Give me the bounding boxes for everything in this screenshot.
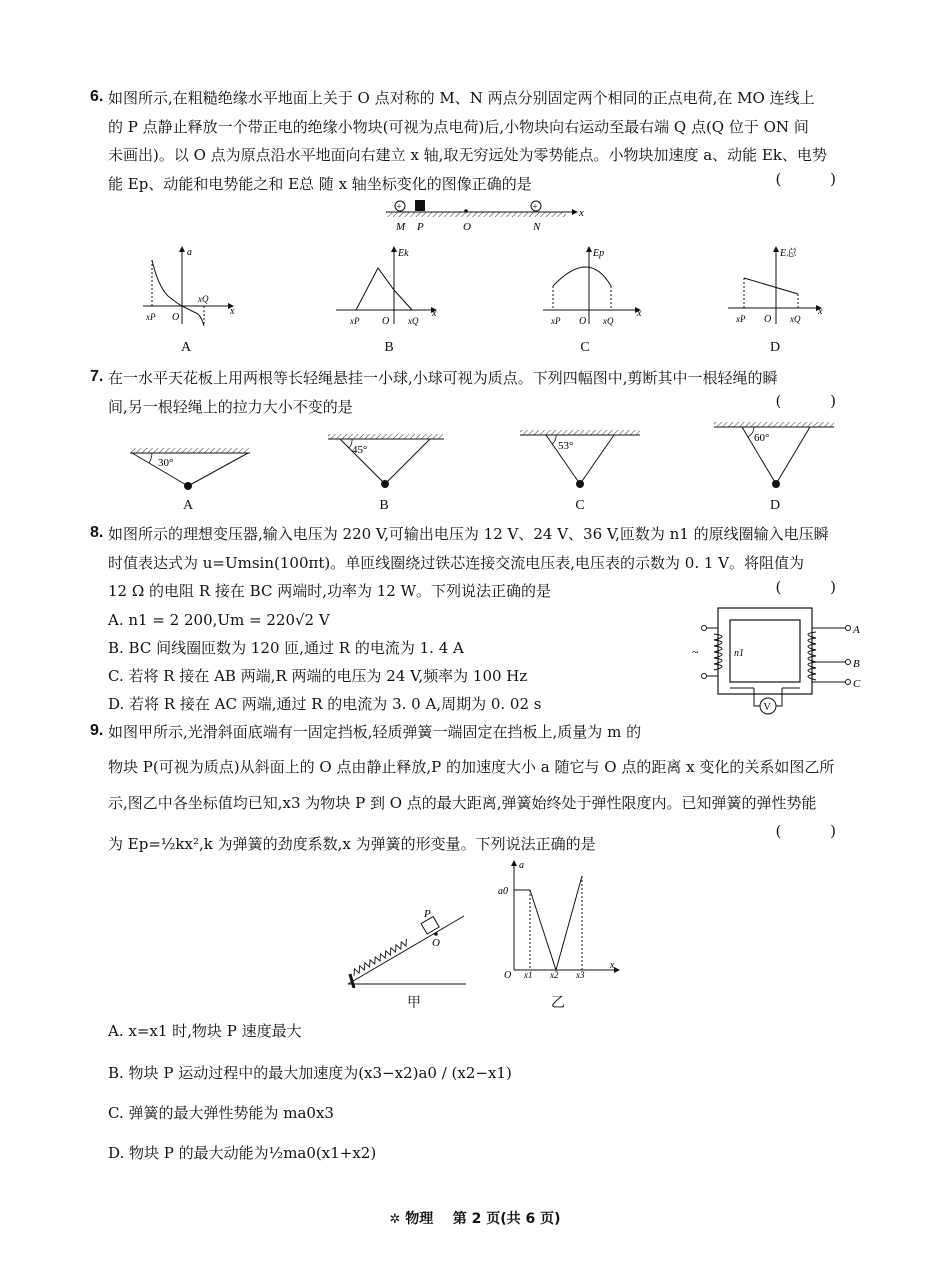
q7-line2: 间,另一根轻绳上的拉力大小不变的是 [108, 397, 353, 416]
svg-text:x: x [230, 306, 235, 317]
question-7-text [108, 364, 860, 421]
svg-text:xP: xP [350, 316, 360, 326]
q6-line4: 能 Ep、动能和电势能之和 E总 随 x 轴坐标变化的图像正确的是 [108, 174, 532, 193]
svg-text:O: O [764, 314, 772, 325]
q6-charge-diagram [380, 196, 590, 236]
svg-text:53°: 53° [558, 440, 574, 452]
q9-option-a: A. x=x1 时,物块 P 速度最大 [108, 1022, 302, 1040]
label-x: x [579, 207, 584, 219]
ball [184, 482, 192, 490]
label-m: M [396, 221, 406, 233]
footer-page: 第 2 页(共 6 页) [452, 1211, 561, 1227]
q8-line3: 12 Ω 的电阻 R 接在 BC 两端时,功率为 12 W。下列说法正确的是 [108, 582, 552, 600]
svg-text:60°: 60° [754, 432, 770, 444]
question-8-number: 8. [90, 524, 104, 541]
logo-icon: ✲ [389, 1212, 401, 1227]
svg-text:O: O [432, 937, 440, 949]
svg-text:O: O [172, 312, 180, 323]
svg-text:+: + [532, 201, 538, 212]
svg-text:xQ: xQ [603, 316, 614, 326]
svg-text:~: ~ [692, 645, 699, 659]
q9-acceleration-graph [496, 860, 626, 980]
q7-option-d-label: D [769, 498, 781, 513]
q6-graph-b [336, 246, 441, 331]
svg-text:x: x [432, 308, 437, 319]
svg-text:P: P [424, 908, 431, 920]
x-axis-arrow [572, 209, 578, 215]
svg-text:x: x [637, 308, 642, 319]
q9-line4: 为 Ep=½kx²,k 为弹簧的劲度系数,x 为弹簧的形变量。下列说法正确的是 [108, 834, 596, 853]
svg-text:O: O [504, 970, 512, 980]
svg-text:B: B [853, 658, 860, 670]
q8-option-c: C. 若将 R 接在 AB 两端,R 两端的电压为 24 V,频率为 100 Hz [108, 667, 528, 685]
svg-text:xP: xP [146, 312, 156, 322]
q9-line1: 如图甲所示,光滑斜面底端有一固定挡板,轻质弹簧一端固定在挡板上,质量为 m 的 [108, 723, 642, 741]
svg-text:x: x [610, 960, 615, 971]
question-9-number: 9. [90, 722, 104, 739]
svg-text:O: O [579, 316, 587, 327]
stopper-plate [350, 974, 354, 988]
svg-text:a0: a0 [498, 886, 508, 897]
q6-option-b-label: B [384, 340, 394, 355]
label-o: O [463, 221, 471, 233]
q7-figure-c [518, 428, 643, 496]
question-6-number: 6. [90, 88, 104, 105]
svg-text:x2: x2 [550, 970, 559, 980]
svg-text:Ek: Ek [398, 248, 409, 259]
svg-text:C: C [853, 678, 861, 690]
q6-answer-bracket: ( ) [775, 170, 858, 188]
q7-option-a-label: A [182, 498, 194, 513]
q9-figure-yi-caption: 乙 [551, 996, 565, 1011]
svg-text:xQ: xQ [790, 314, 801, 324]
footer-subject: 物理 [405, 1211, 434, 1227]
svg-text:xP: xP [736, 314, 746, 324]
q6-option-a-label: A [180, 340, 192, 355]
svg-text:30°: 30° [158, 457, 174, 469]
iron-core-outer [718, 608, 812, 694]
q6-graph-a [138, 246, 238, 331]
q8-answer-bracket: ( ) [775, 578, 858, 596]
svg-text:x1: x1 [524, 970, 533, 980]
svg-text:V: V [763, 702, 771, 713]
q7-line1: 在一水平天花板上用两根等长轻绳悬挂一小球,小球可视为质点。下列四幅图中,剪断其中一根轻绳的瞬 [108, 369, 778, 387]
svg-text:+: + [396, 201, 402, 212]
svg-text:n1: n1 [734, 648, 744, 659]
q7-answer-bracket: ( ) [775, 392, 858, 410]
svg-text:a: a [187, 247, 192, 258]
q9-option-d: D. 物块 P 的最大动能为½ma0(x1+x2) [108, 1144, 377, 1162]
q9-line2: 物块 P(可视为质点)从斜面上的 O 点由静止释放,P 的加速度大小 a 随它与 O 点的距离 x 变化的关系如图乙所 [108, 757, 835, 776]
svg-text:xP: xP [551, 316, 561, 326]
q9-option-b: B. 物块 P 运动过程中的最大加速度为(x3−x2)a0 / (x2−x1) [108, 1064, 512, 1082]
svg-text:E总: E总 [780, 248, 797, 259]
q7-figure-b [326, 432, 446, 496]
label-p: P [417, 221, 424, 233]
origin-dot [464, 209, 468, 213]
page-footer [0, 1208, 950, 1228]
q6-line1: 如图所示,在粗糙绝缘水平地面上关于 O 点对称的 M、N 两点分别固定两个相同的正点电荷,在 MO 连线上 [108, 89, 815, 107]
question-8-text [108, 520, 860, 606]
q9-figure-jia-caption: 甲 [407, 996, 421, 1011]
svg-text:a: a [519, 860, 524, 871]
q6-option-c-label: C [580, 340, 590, 355]
svg-text:x3: x3 [576, 970, 585, 980]
question-9-text [108, 718, 860, 858]
q6-line3: 未画出)。以 O 点为原点沿水平地面向右建立 x 轴,取无穷远处为零势能点。小物块加速度 a、动能 Ek、电势 [108, 146, 827, 164]
ground-hatch [386, 212, 566, 217]
svg-text:A: A [853, 624, 860, 636]
block-p [415, 200, 425, 211]
svg-text:O: O [382, 316, 390, 327]
q9-line3: 示,图乙中各坐标值均已知,x3 为物块 P 到 O 点的最大距离,弹簧始终处于弹性限度内。已知弹簧的弹性势能 [108, 794, 817, 812]
label-n: N [533, 221, 541, 233]
svg-text:x: x [818, 306, 823, 317]
q6-option-d-label: D [769, 340, 781, 355]
q6-graph-d [728, 246, 833, 331]
q8-option-d: D. 若将 R 接在 AC 两端,通过 R 的电流为 3. 0 A,周期为 0. 02 s [108, 695, 542, 713]
q7-option-c-label: C [575, 498, 585, 513]
spring [351, 939, 409, 976]
svg-text:45°: 45° [352, 444, 368, 456]
q9-incline-diagram [344, 904, 472, 988]
q8-option-a: A. n1 = 2 200,Um = 220√2 V [108, 611, 330, 629]
svg-text:xQ: xQ [198, 294, 209, 304]
q8-line2: 时值表达式为 u=Umsin(100πt)。单匝线圈绕过铁芯连接交流电压表,电压表的示数为 0. 1 V。将阻值为 [108, 553, 805, 572]
q7-figure-a [128, 444, 253, 494]
question-6-text [108, 84, 860, 198]
q8-line1: 如图所示的理想变压器,输入电压为 220 V,可输出电压为 12 V、24 V、36 V,匝数为 n1 的原线圈输入电压瞬 [108, 525, 829, 543]
q9-answer-bracket: ( ) [775, 822, 858, 840]
question-7-number: 7. [90, 368, 104, 385]
q7-option-b-label: B [379, 498, 389, 513]
q9-option-c: C. 弹簧的最大弹性势能为 ma0x3 [108, 1104, 334, 1122]
q8-option-b: B. BC 间线圈匝数为 120 匝,通过 R 的电流为 1. 4 A [108, 639, 464, 657]
svg-text:Ep: Ep [593, 248, 605, 259]
q6-graph-c [543, 246, 648, 331]
q7-figure-d [712, 420, 837, 496]
q8-transformer-diagram [688, 606, 868, 724]
svg-text:xQ: xQ [408, 316, 419, 326]
q6-line2: 的 P 点静止释放一个带正电的绝缘小物块(可视为点电荷)后,小物块向右运动至最右端 Q 点(Q 位于 ON 间 [108, 117, 809, 136]
